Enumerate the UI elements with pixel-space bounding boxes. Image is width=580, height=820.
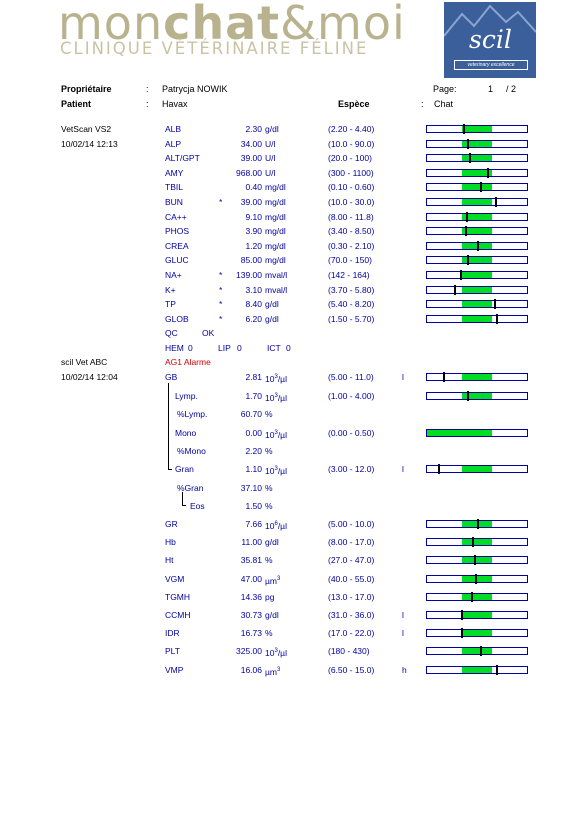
result-bar-plt: [426, 647, 528, 655]
result-bar-idr: [426, 629, 528, 637]
result-bar-ht: [426, 556, 528, 564]
result-range-hb: (8.00 - 17.0): [328, 537, 375, 548]
result-bar-ht-marker: [474, 555, 476, 565]
result-bar-lymp: [426, 392, 528, 400]
result-bar-mono-normal-range: [427, 430, 492, 436]
result-value-gluc: 85.00: [240, 255, 262, 266]
result-bar-hb-normal-range: [462, 539, 492, 545]
result-range-lymp: (1.00 - 4.00): [328, 391, 375, 401]
result-bar-hb-marker: [472, 537, 474, 547]
result-value-pct-gran: 37.10: [240, 483, 262, 493]
qc-label: QC: [165, 328, 178, 338]
result-range-mono: (0.00 - 0.50): [328, 428, 375, 438]
tree-tick-eos: [182, 505, 186, 506]
result-value-crea: 1.20: [245, 240, 262, 251]
result-flag-gb: l: [402, 372, 404, 382]
result-range-alb: (2.20 - 4.40): [328, 124, 375, 134]
result-unit-ht: %: [265, 555, 273, 566]
result-name-gran: Gran: [175, 464, 194, 474]
result-name-mono: Mono: [175, 428, 197, 438]
result-value-tp: 8.40: [245, 299, 262, 310]
device-name-abc: scil Vet ABC: [61, 357, 108, 367]
page-label: Page:: [433, 84, 457, 94]
result-bar-gran: [426, 465, 528, 473]
lip-label: LIP: [218, 343, 231, 353]
result-bar-gb-marker: [443, 372, 445, 382]
result-unit-alt-gpt: U/l: [265, 153, 276, 164]
result-bar-gb: [426, 373, 528, 381]
result-unit-pct-mono: %: [265, 446, 273, 456]
result-name-vgm: VGM: [165, 573, 185, 584]
datetime-vs2: 10/02/14 12:13: [61, 139, 118, 149]
result-bar-idr-marker: [461, 628, 463, 638]
result-bar-hb: [426, 538, 528, 546]
result-range-plt: (180 - 430): [328, 646, 370, 657]
hem-label: HEM: [165, 343, 184, 353]
result-bar-plt-normal-range: [462, 648, 492, 654]
result-bar-tbil-normal-range: [462, 184, 492, 190]
scil-logo-text: scil: [469, 25, 512, 54]
result-bar-na--normal-range: [462, 272, 492, 278]
result-value-mono: 0.00: [245, 428, 262, 438]
result-name-bun: BUN: [165, 197, 183, 207]
result-range-alt-gpt: (20.0 - 100): [328, 153, 372, 164]
result-bar-tp-marker: [494, 299, 496, 309]
result-value-k-: 3.10: [245, 284, 262, 295]
result-bar-alp: [426, 140, 528, 148]
result-unit-plt: $10^3/\mu l$: [265, 648, 287, 659]
result-bar-amy: [426, 169, 528, 177]
species-label: Espèce: [338, 99, 370, 109]
result-name-gr: GR: [165, 519, 178, 529]
result-range-na-: (142 - 164): [328, 270, 370, 280]
result-name-gb: GB: [165, 372, 178, 382]
result-value-tgmh: 14.36: [240, 591, 262, 602]
result-name-hb: Hb: [165, 537, 176, 548]
result-unit-idr: %: [265, 628, 273, 639]
ict-value: 0: [286, 343, 291, 353]
result-name-crea: CREA: [165, 240, 189, 251]
result-bar-glob: [426, 315, 528, 323]
result-bar-glob-normal-range: [462, 316, 492, 322]
result-bar-tp: [426, 300, 528, 308]
result-name-ht: Ht: [165, 555, 174, 566]
result-bar-tp-normal-range: [462, 301, 492, 307]
owner-colon: :: [146, 84, 149, 94]
result-name-tp: TP: [165, 299, 176, 310]
result-unit-ccmh: g/dl: [265, 610, 279, 620]
result-flag-idr: l: [402, 628, 404, 639]
result-bar-tbil: [426, 183, 528, 191]
result-bar-ca--marker: [466, 212, 468, 222]
result-name-ca-: CA++: [165, 211, 187, 222]
result-bar-k--normal-range: [462, 287, 492, 293]
result-value-tbil: 0.40: [245, 182, 262, 193]
result-bar-glob-marker: [496, 314, 498, 324]
result-value-pct-lymp: 60.70: [240, 409, 262, 419]
result-bar-ccmh: [426, 611, 528, 619]
result-value-vgm: 47.00: [240, 573, 262, 584]
result-value-alt-gpt: 39.00: [240, 153, 262, 164]
result-bar-bun: [426, 198, 528, 206]
result-name-pct-gran: %Gran: [177, 483, 204, 493]
result-bar-tgmh-marker: [471, 592, 473, 602]
result-unit-phos: mg/dl: [265, 226, 286, 237]
patient-colon: :: [146, 99, 149, 109]
clinic-logo: [58, 2, 438, 62]
result-unit-tp: g/dl: [265, 299, 279, 310]
result-flag-bun: *: [219, 197, 223, 207]
result-bar-ca-: [426, 213, 528, 221]
result-value-lymp: 1.70: [245, 391, 262, 401]
result-bar-alp-marker: [467, 139, 469, 149]
lip-value: 0: [237, 343, 242, 353]
result-value-phos: 3.90: [245, 226, 262, 237]
result-unit-gluc: mg/dl: [265, 255, 286, 266]
result-range-tbil: (0.10 - 0.60): [328, 182, 375, 193]
result-flag-gran: l: [402, 464, 404, 474]
result-name-lymp: Lymp.: [175, 391, 198, 401]
result-bar-alt-gpt-marker: [469, 153, 471, 163]
result-unit-mono: $10^3/\mu l$: [265, 429, 287, 440]
result-bar-k--marker: [454, 285, 456, 295]
result-bar-tgmh-normal-range: [462, 594, 492, 600]
result-name-tgmh: TGMH: [165, 591, 191, 602]
result-bar-gluc: [426, 256, 528, 264]
result-bar-bun-normal-range: [462, 199, 492, 205]
result-bar-gran-marker: [438, 464, 440, 474]
result-bar-ht-normal-range: [462, 557, 492, 563]
device-name-vs2: VetScan VS2: [61, 124, 112, 134]
result-value-amy: 968.00: [236, 167, 262, 178]
result-value-pct-mono: 2.20: [245, 446, 262, 456]
result-unit-pct-gran: %: [265, 483, 273, 493]
result-value-glob: 6.20: [245, 313, 262, 324]
result-unit-glob: g/dl: [265, 313, 279, 324]
result-bar-alt-gpt-normal-range: [462, 155, 492, 161]
result-name-alp: ALP: [165, 138, 182, 149]
result-bar-na-: [426, 271, 528, 279]
result-bar-gran-normal-range: [462, 466, 492, 472]
result-value-bun: 39.00: [240, 197, 262, 207]
result-flag-k-: *: [219, 284, 223, 295]
patient-value: Havax: [162, 99, 188, 109]
result-range-gr: (5.00 - 10.0): [328, 519, 375, 529]
result-range-crea: (0.30 - 2.10): [328, 240, 375, 251]
result-name-amy: AMY: [165, 167, 184, 178]
result-unit-vgm: µm$^3$: [265, 575, 281, 586]
result-range-k-: (3.70 - 5.80): [328, 284, 375, 295]
result-name-tbil: TBIL: [165, 182, 183, 193]
result-value-gran: 1.10: [245, 464, 262, 474]
result-unit-amy: U/l: [265, 167, 276, 178]
result-unit-gb: $10^3/\mu l$: [265, 373, 287, 384]
clinic-logo-name: monchat&moi: [58, 2, 406, 50]
result-name-ccmh: CCMH: [165, 610, 191, 620]
result-value-plt: 325.00: [236, 646, 262, 657]
result-flag-glob: *: [219, 313, 223, 324]
result-bar-mono: [426, 429, 528, 437]
result-value-ht: 35.81: [240, 555, 262, 566]
result-name-idr: IDR: [165, 628, 180, 639]
result-bar-vmp: [426, 666, 528, 674]
result-range-amy: (300 - 1100): [328, 167, 374, 178]
clinic-logo-subtitle: CLINIQUE VÉTÉRINAIRE FÉLINE: [60, 39, 369, 58]
result-unit-gran: $10^3/\mu l$: [265, 465, 287, 476]
result-bar-phos: [426, 227, 528, 235]
result-range-idr: (17.0 - 22.0): [328, 628, 375, 639]
result-value-ccmh: 30.73: [240, 610, 262, 620]
owner-value: Patrycja NOWIK: [162, 84, 228, 94]
species-colon: :: [421, 99, 424, 109]
result-flag-vmp: h: [402, 664, 407, 675]
owner-label: Propriétaire: [61, 84, 112, 94]
result-bar-alb-normal-range: [462, 126, 492, 132]
result-flag-tp: *: [219, 299, 223, 310]
result-unit-alp: U/l: [265, 138, 276, 149]
tree-line-wbc: [168, 383, 169, 469]
result-bar-vmp-normal-range: [462, 667, 492, 673]
result-bar-idr-normal-range: [462, 630, 492, 636]
result-value-alb: 2.30: [245, 124, 262, 134]
result-range-gb: (5.00 - 11.0): [328, 372, 374, 382]
result-value-vmp: 16.06: [240, 664, 262, 675]
result-range-ht: (27.0 - 47.0): [328, 555, 375, 566]
result-bar-na--marker: [460, 270, 462, 280]
result-bar-alb: [426, 125, 528, 133]
result-unit-k-: mval/l: [265, 284, 288, 295]
result-range-tp: (5.40 - 8.20): [328, 299, 375, 310]
result-unit-ca-: mg/dl: [265, 211, 286, 222]
result-unit-tbil: mg/dl: [265, 182, 286, 193]
qc-value: OK: [202, 328, 215, 338]
patient-label: Patient: [61, 99, 92, 109]
result-unit-crea: mg/dl: [265, 240, 286, 251]
result-value-alp: 34.00: [240, 138, 262, 149]
result-bar-ccmh-normal-range: [462, 612, 492, 618]
page-total: / 2: [506, 84, 517, 94]
result-value-ca-: 9.10: [245, 211, 262, 222]
result-bar-gb-normal-range: [462, 374, 492, 380]
result-bar-tbil-marker: [480, 182, 482, 192]
result-bar-vgm: [426, 575, 528, 583]
result-value-na-: 139.00: [236, 270, 262, 280]
result-bar-lymp-marker: [467, 391, 469, 401]
result-flag-na-: *: [219, 270, 223, 280]
hem-value: 0: [188, 343, 193, 353]
result-range-vmp: (6.50 - 15.0): [328, 664, 375, 675]
result-value-hb: 11.00: [241, 537, 262, 548]
result-flag-ccmh: l: [402, 610, 404, 620]
result-range-gran: (3.00 - 12.0): [328, 464, 375, 474]
result-bar-crea-marker: [477, 241, 479, 251]
result-bar-alt-gpt: [426, 154, 528, 162]
result-value-eos: 1.50: [245, 501, 262, 511]
result-range-glob: (1.50 - 5.70): [328, 313, 375, 324]
result-range-phos: (3.40 - 8.50): [328, 226, 375, 237]
result-bar-gr: [426, 520, 528, 528]
result-bar-vgm-normal-range: [462, 576, 492, 582]
result-name-gluc: GLUC: [165, 255, 189, 266]
result-name-na-: NA+: [165, 270, 182, 280]
result-bar-vmp-marker: [496, 665, 498, 675]
result-unit-gr: $10^6/\mu l$: [265, 520, 287, 531]
result-bar-crea: [426, 242, 528, 250]
scil-logo-tagline: veterinary excellence: [454, 60, 528, 70]
page-number: 1: [488, 84, 494, 94]
result-name-pct-mono: %Mono: [177, 446, 206, 456]
result-unit-alb: g/dl: [265, 124, 279, 134]
result-name-vmp: VMP: [165, 664, 184, 675]
scil-logo: [444, 2, 536, 78]
result-name-eos: Eos: [190, 501, 205, 511]
result-bar-ccmh-marker: [461, 610, 463, 620]
result-name-alt-gpt: ALT/GPT: [165, 153, 200, 164]
result-bar-vgm-marker: [475, 574, 477, 584]
result-value-gr: 7.66: [245, 519, 262, 529]
result-value-idr: 16.73: [240, 628, 262, 639]
result-bar-amy-marker: [487, 168, 489, 178]
result-name-plt: PLT: [165, 646, 180, 657]
result-unit-pct-lymp: %: [265, 409, 273, 419]
result-bar-bun-marker: [495, 197, 497, 207]
result-bar-tgmh: [426, 593, 528, 601]
result-range-bun: (10.0 - 30.0): [328, 197, 375, 207]
result-unit-bun: mg/dl: [265, 197, 286, 207]
result-bar-gr-marker: [477, 519, 479, 529]
result-unit-na-: mval/l: [265, 270, 288, 280]
result-bar-phos-marker: [465, 226, 467, 236]
result-range-tgmh: (13.0 - 17.0): [328, 591, 375, 602]
result-range-gluc: (70.0 - 150): [328, 255, 372, 266]
datetime-abc: 10/02/14 12:04: [61, 372, 118, 382]
result-bar-plt-marker: [480, 646, 482, 656]
result-unit-tgmh: pg: [265, 591, 275, 602]
result-name-phos: PHOS: [165, 226, 190, 237]
result-unit-lymp: $10^3/\mu l$: [265, 392, 287, 403]
result-name-pct-lymp: %Lymp.: [177, 409, 208, 419]
species-value: Chat: [434, 99, 454, 109]
result-name-alb: ALB: [165, 124, 182, 134]
tree-tick-gran: [168, 469, 172, 470]
result-name-k-: K+: [165, 284, 176, 295]
tree-line-eos: [182, 492, 183, 505]
result-range-ccmh: (31.0 - 36.0): [328, 610, 375, 620]
result-unit-eos: %: [265, 501, 273, 511]
result-value-gb: 2.81: [245, 372, 262, 382]
result-range-alp: (10.0 - 90.0): [328, 138, 375, 149]
result-unit-vmp: µm$^3$: [265, 666, 281, 677]
result-range-vgm: (40.0 - 55.0): [328, 573, 375, 584]
result-range-ca-: (8.00 - 11.8): [328, 211, 374, 222]
result-unit-hb: g/dl: [265, 537, 279, 548]
result-bar-k-: [426, 286, 528, 294]
result-name-glob: GLOB: [165, 313, 189, 324]
result-bar-gluc-marker: [467, 255, 469, 265]
result-bar-alb-marker: [463, 124, 465, 134]
alarm-text: AG1 Alarme: [165, 357, 211, 367]
ict-label: ICT: [267, 343, 281, 353]
